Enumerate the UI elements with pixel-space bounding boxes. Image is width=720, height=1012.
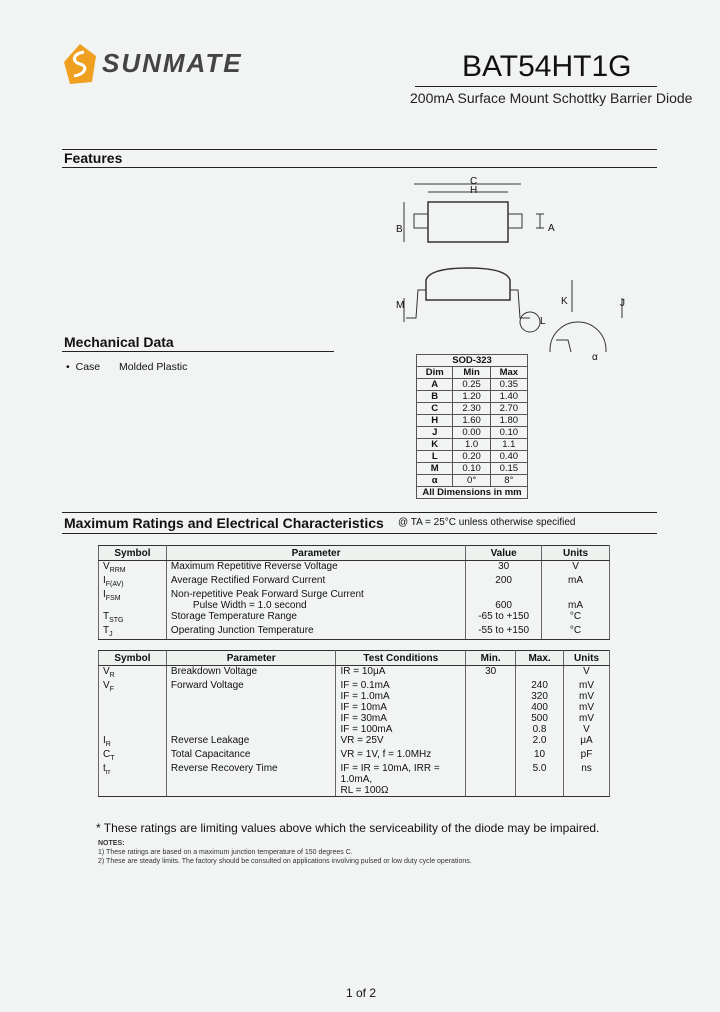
max-value: 320 — [531, 691, 548, 702]
note-1: 1) These ratings are based on a maximum junction temperature of 150 degrees C. — [98, 849, 353, 856]
col-header: Symbol — [99, 546, 167, 561]
symbol-sub: RRM — [109, 567, 126, 574]
table-row — [99, 749, 610, 763]
symbol: t — [103, 763, 106, 774]
unit: V — [542, 561, 610, 576]
mechanical-rule — [62, 351, 334, 352]
table-row — [99, 735, 610, 749]
symbol-sub: R — [109, 672, 115, 679]
unit: mV — [579, 680, 594, 691]
col-header: Symbol — [99, 651, 167, 666]
dim-cell: B — [417, 391, 453, 403]
dim-label-alpha: α — [592, 352, 598, 363]
symbol-sub: J — [109, 631, 113, 638]
features-bottom-rule — [62, 167, 657, 168]
mechanical-case-item — [66, 361, 187, 373]
ratings-heading: Maximum Ratings and Electrical Characteristics — [64, 515, 384, 531]
condition: VR = 25V — [336, 735, 466, 749]
unit: pF — [564, 749, 610, 763]
symbol: I — [103, 735, 106, 746]
parameter: Reverse Leakage — [166, 735, 336, 749]
dim-cell: 0° — [453, 475, 490, 487]
col-header: Parameter — [166, 546, 465, 561]
table-row — [417, 427, 528, 439]
dim-cell: 8° — [490, 475, 527, 487]
table-row — [99, 611, 610, 625]
dim-cell: M — [417, 463, 453, 475]
dim-cell: 0.10 — [453, 463, 490, 475]
electrical-table — [98, 650, 610, 797]
dim-table-title: SOD-323 — [417, 355, 528, 367]
dim-cell: 0.40 — [490, 451, 527, 463]
mechanical-heading: Mechanical Data — [64, 334, 174, 350]
dim-label-l: L — [540, 316, 546, 327]
dim-cell: A — [417, 379, 453, 391]
col-header: Min. — [466, 651, 516, 666]
dim-cell: 1.1 — [490, 439, 527, 451]
condition: RL = 100Ω — [340, 785, 389, 796]
symbol: V — [103, 680, 110, 691]
col-header: Value — [466, 546, 542, 561]
col-header: Max. — [516, 651, 564, 666]
table-row — [417, 463, 528, 475]
symbol: T — [103, 625, 110, 636]
dim-cell: 1.60 — [453, 415, 490, 427]
dim-label-m: M — [396, 300, 405, 311]
condition: IF = 100mA — [340, 724, 393, 735]
table-row — [417, 475, 528, 487]
dim-cell: H — [417, 415, 453, 427]
max-value: 10 — [516, 749, 564, 763]
dim-cell: J — [417, 427, 453, 439]
symbol-sub: STG — [109, 617, 124, 624]
unit: V — [564, 666, 610, 681]
table-row — [99, 589, 610, 611]
condition: IF = 0.1mA — [340, 680, 390, 691]
parameter: Maximum Repetitive Reverse Voltage — [166, 561, 465, 576]
symbol: V — [103, 666, 110, 677]
col-header: Units — [542, 546, 610, 561]
logo-text: SUNMATE — [102, 48, 243, 78]
parameter: Reverse Recovery Time — [166, 763, 336, 797]
col-header: Parameter — [166, 651, 336, 666]
symbol-sub: F(AV) — [105, 581, 124, 588]
notes-title: NOTES: — [98, 840, 125, 847]
unit: mV — [579, 713, 594, 724]
parameter: Non-repetitive Peak Forward Surge Current — [170, 589, 364, 600]
symbol: C — [103, 749, 111, 760]
subtitle: 200mA Surface Mount Schottky Barrier Diode — [410, 90, 693, 106]
table-row — [417, 415, 528, 427]
condition: IR = 10μA — [336, 666, 466, 681]
dim-cell: 0.10 — [490, 427, 527, 439]
table-row — [417, 379, 528, 391]
table-row — [417, 391, 528, 403]
features-top-rule — [62, 149, 657, 150]
unit: mA — [542, 589, 610, 611]
case-label: Case — [75, 361, 101, 373]
dim-cell: 0.15 — [490, 463, 527, 475]
page-number: 1 of 2 — [346, 986, 377, 1000]
ratings-top-rule — [62, 512, 657, 513]
unit: μA — [564, 735, 610, 749]
symbol-sub: FSM — [105, 595, 121, 602]
table-row — [99, 561, 610, 576]
symbol-sub: F — [109, 686, 114, 693]
max-value: 2.0 — [516, 735, 564, 749]
dim-cell: 0.20 — [453, 451, 490, 463]
condition: IF = 1.0mA — [340, 691, 390, 702]
parameter: Forward Voltage — [166, 680, 336, 735]
dim-cell: K — [417, 439, 453, 451]
symbol: V — [103, 561, 110, 572]
parameter: Total Capacitance — [166, 749, 336, 763]
dim-header: Dim — [417, 367, 453, 379]
unit: mA — [542, 575, 610, 589]
dim-cell: α — [417, 475, 453, 487]
dim-label-b: B — [396, 224, 403, 235]
dim-label-a: A — [548, 223, 555, 234]
dim-cell: 0.25 — [453, 379, 490, 391]
min-value: 30 — [466, 666, 516, 681]
table-row — [99, 625, 610, 640]
dim-cell: 2.70 — [490, 403, 527, 415]
max-value: 400 — [531, 702, 548, 713]
unit: mV — [579, 702, 594, 713]
table-row — [99, 680, 610, 735]
table-row — [99, 666, 610, 681]
table-row — [417, 403, 528, 415]
ratings-condition: @ TA = 25°C unless otherwise specified — [398, 517, 576, 528]
dim-header: Max — [490, 367, 527, 379]
dim-cell: 1.20 — [453, 391, 490, 403]
unit: °C — [542, 611, 610, 625]
dim-cell: 1.0 — [453, 439, 490, 451]
parameter-detail: Pulse Width = 1.0 second — [192, 600, 307, 611]
dim-cell: C — [417, 403, 453, 415]
features-heading: Features — [64, 150, 123, 166]
parameter: Breakdown Voltage — [166, 666, 336, 681]
dim-cell: L — [417, 451, 453, 463]
symbol-sub: rr — [105, 769, 111, 776]
table-row — [417, 439, 528, 451]
dim-table-footer: All Dimensions in mm — [417, 487, 528, 499]
unit: V — [583, 724, 590, 735]
value: 200 — [466, 575, 542, 589]
condition: VR = 1V, f = 1.0MHz — [336, 749, 466, 763]
dim-cell: 0.00 — [453, 427, 490, 439]
bullet: • — [66, 361, 70, 373]
table-row — [417, 451, 528, 463]
parameter: Storage Temperature Range — [166, 611, 465, 625]
max-value: 240 — [531, 680, 548, 691]
dim-header: Min — [453, 367, 490, 379]
col-header: Test Conditions — [336, 651, 466, 666]
condition: IF = IR = 10mA, IRR = 1.0mA, — [340, 763, 440, 785]
dim-label-c: C — [470, 176, 478, 187]
dim-cell: 1.80 — [490, 415, 527, 427]
title-rule — [415, 86, 657, 87]
max-value: 500 — [531, 713, 548, 724]
dim-label-h: H — [470, 185, 478, 196]
condition: IF = 10mA — [340, 702, 387, 713]
max-value: 0.8 — [532, 724, 547, 735]
value: -55 to +150 — [466, 625, 542, 640]
unit: °C — [542, 625, 610, 640]
dim-cell: 0.35 — [490, 379, 527, 391]
value: 30 — [466, 561, 542, 576]
symbol: I — [103, 589, 106, 600]
symbol: T — [103, 611, 110, 622]
note-2: 2) These are steady limits. The factory should be consulted on applications involving pulsed or low duty cycle operations. — [98, 858, 472, 865]
ratings-bottom-rule — [62, 533, 657, 534]
table-row — [99, 575, 610, 589]
condition: IF = 30mA — [340, 713, 387, 724]
table-row — [99, 763, 610, 797]
col-header: Units — [564, 651, 610, 666]
dim-cell: 2.30 — [453, 403, 490, 415]
dimension-table — [416, 354, 528, 499]
dim-cell: 1.40 — [490, 391, 527, 403]
dim-label-k: K — [561, 296, 568, 307]
max-value: 5.0 — [516, 763, 564, 797]
unit: mV — [579, 691, 594, 702]
case-value: Molded Plastic — [119, 361, 188, 373]
value: 600 — [466, 589, 542, 611]
parameter: Average Rectified Forward Current — [166, 575, 465, 589]
symbol: I — [103, 575, 106, 586]
max-ratings-table — [98, 545, 610, 640]
parameter: Operating Junction Temperature — [166, 625, 465, 640]
unit: ns — [564, 763, 610, 797]
value: -65 to +150 — [466, 611, 542, 625]
logo-mark-icon — [62, 42, 98, 86]
footnote: * These ratings are limiting values above which the serviceability of the diode may be impaired. — [96, 821, 600, 835]
symbol-sub: T — [110, 755, 115, 762]
package-diagram — [396, 172, 636, 352]
symbol-sub: R — [105, 741, 111, 748]
part-number: BAT54HT1G — [462, 50, 632, 83]
dim-label-j: J — [620, 298, 625, 309]
